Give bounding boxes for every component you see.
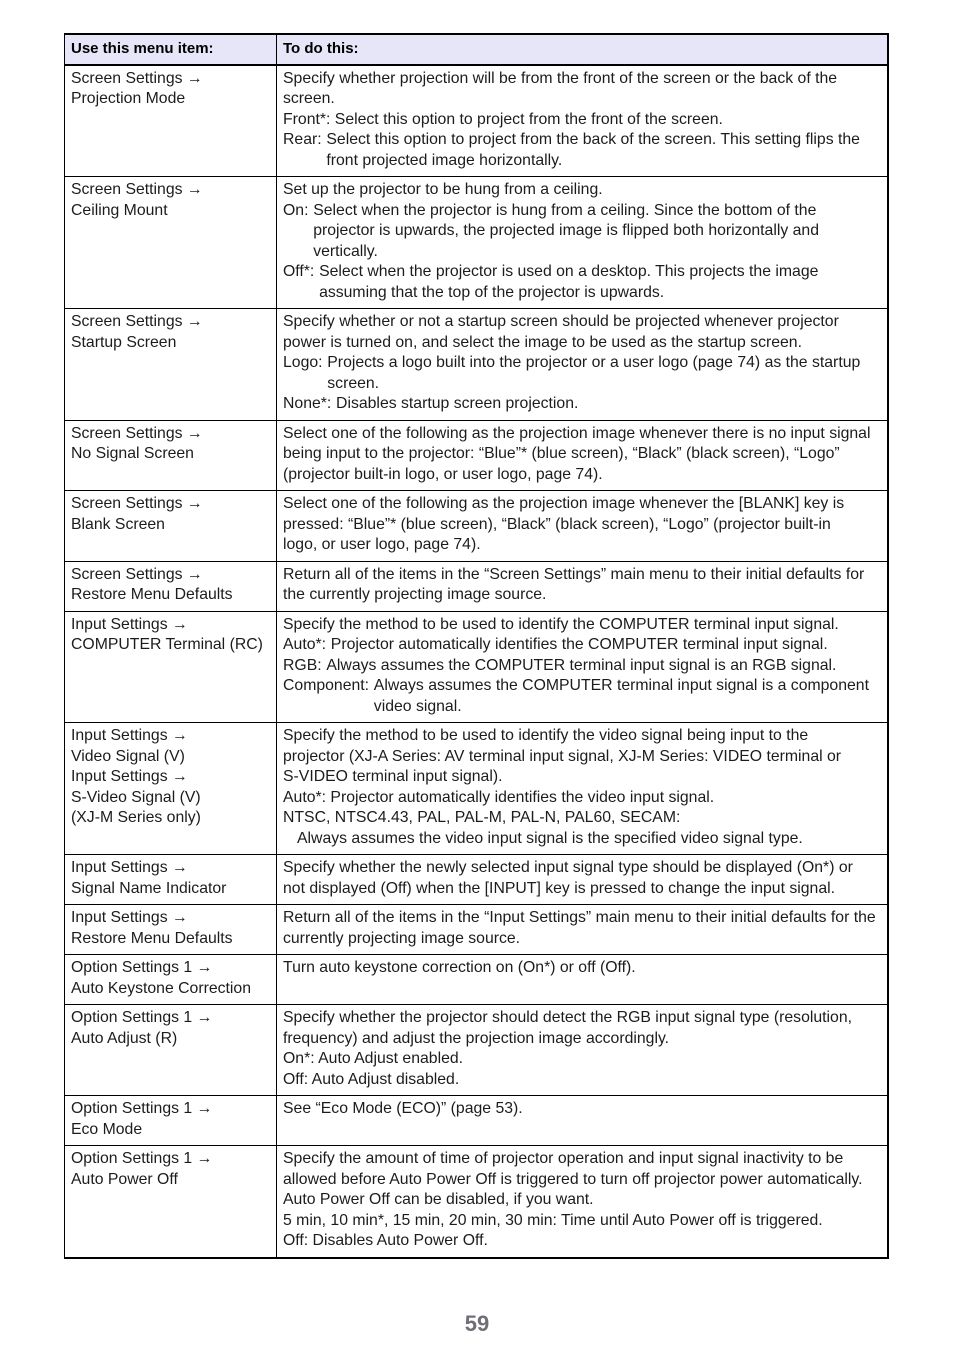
paragraph-text [283,726,881,788]
menu-item-line: Screen Settings → [71,495,203,512]
page-number: 59 [464,1311,490,1336]
menu-item-cell [65,65,277,177]
table-header-row [65,34,889,65]
description-paragraph [283,908,881,949]
option-label: RGB: [283,656,322,674]
description-line: pressed: “Blue”* (blue screen), “Black” (black screen), “Logo” (projector built-in [283,515,831,533]
menu-item-line: Screen Settings → [71,181,203,198]
menu-item-cell [65,1096,277,1146]
menu-item-line: Screen Settings → [71,69,203,87]
description-line: Always assumes the COMPUTER terminal input signal is an RGB signal. [326,656,837,674]
description-line: On*: Auto Adjust enabled. [283,1050,464,1067]
table-row [65,723,889,855]
paragraph-text [283,958,881,979]
description-cell [277,955,889,1005]
description-line: Projects a logo built into the projector or a user logo (page 74) as the startup [327,354,861,371]
paragraph-text [313,201,881,263]
menu-item-line: Input Settings → [71,768,188,785]
description-line: not displayed (Off) when the [INPUT] key is pressed to change the input signal. [283,879,836,897]
paragraph-text [283,1149,881,1211]
description-line: screen. [283,90,335,107]
description-cell [277,420,889,491]
description-cell [277,1096,889,1146]
option-label: Off*: [283,263,315,280]
option-entry [283,353,881,394]
paragraph-text [283,312,881,353]
paragraph-text [283,69,881,110]
description-line: front projected image horizontally. [326,151,563,169]
paragraph-text [283,908,881,949]
menu-item-cell [65,1005,277,1096]
description-line: vertically. [313,242,378,260]
description-paragraph [283,1211,881,1232]
paragraph-text [283,615,881,636]
option-label: Logo: [283,354,323,371]
menu-item-line: Input Settings → [71,727,188,744]
paragraph-text [283,180,881,201]
menu-item-line: Auto Keystone Correction [71,979,252,997]
option-label: On: [283,201,309,219]
description-line: Select when the projector is hung from a ceiling. Since the bottom of the [313,201,817,219]
paragraph-text [283,424,881,486]
description-line: Always assumes the COMPUTER terminal input signal is a component [373,677,869,694]
description-line: Auto Power Off can be disabled, if you want. [283,1191,594,1208]
paragraph-text [283,788,881,809]
menu-settings-table [64,33,889,1259]
menu-item-line: (XJ-M Series only) [71,809,201,826]
description-line: currently projecting image source. [283,929,521,947]
description-line: Set up the projector to be hung from a ceiling. [283,181,603,198]
description-paragraph [283,958,881,979]
paragraph-text [331,635,881,656]
table-row [65,1096,889,1146]
paragraph-text [326,130,881,171]
table-row [65,420,889,491]
description-paragraph [283,180,881,201]
table-row [65,611,889,723]
menu-item-line: Option Settings 1 → [71,1009,213,1026]
menu-item-line: Auto Adjust (R) [71,1029,178,1047]
header-action: To do this: [277,34,889,65]
menu-item-line: Startup Screen [71,333,177,351]
menu-item-line: No Signal Screen [71,445,194,462]
description-line: Off: Auto Adjust disabled. [283,1070,460,1088]
menu-item-line: Projection Mode [71,90,186,107]
menu-item-cell [65,611,277,723]
description-line: Specify whether the projector should detect the RGB input signal type (resolution, [283,1009,853,1026]
menu-item-cell [65,1146,277,1258]
table-row [65,491,889,562]
description-paragraph [283,726,881,788]
description-line: Select this option to project from the back of the screen. This setting flips the [326,131,860,148]
menu-item-line: S-Video Signal (V) [71,788,201,806]
menu-item-cell [65,561,277,611]
description-line: Select when the projector is used on a desktop. This projects the image [319,263,819,280]
menu-item-cell [65,905,277,955]
description-paragraph [283,494,881,556]
description-paragraph [283,424,881,486]
menu-item-cell [65,491,277,562]
description-line: Specify whether projection will be from the front of the screen or the back of the [283,69,838,87]
menu-item-line: Input Settings → [71,909,188,926]
paragraph-text [327,353,881,394]
description-line: Front*: Select this option to project from the front of the screen. [283,110,723,128]
description-paragraph [283,1099,881,1120]
table-row [65,905,889,955]
description-line: frequency) and adjust the projection image accordingly. [283,1029,670,1047]
description-line: assuming that the top of the projector is upwards. [319,283,665,301]
description-cell [277,561,889,611]
paragraph-text [326,656,881,677]
option-entry [283,130,881,171]
description-paragraph [283,1008,881,1049]
menu-item-line: Option Settings 1 → [71,959,213,976]
menu-item-line: Screen Settings → [71,565,203,583]
option-label: None*: [283,395,332,412]
menu-item-line: Eco Mode [71,1120,143,1138]
description-line: Return all of the items in the “Input Settings” main menu to their initial defaults for the [283,909,876,926]
description-line: Specify the amount of time of projector operation and input signal inactivity to be [283,1150,844,1167]
description-paragraph [283,1049,881,1070]
menu-item-line: Screen Settings → [71,313,203,330]
option-entry [283,201,881,263]
description-line: Specify the method to be used to identify the video signal being input to the [283,727,809,744]
description-line: Auto*: Projector automatically identifies the video input signal. [283,788,715,806]
description-line: power is turned on, and select the image to be used as the startup screen. [283,333,802,351]
description-paragraph [283,1070,881,1091]
menu-item-line: Restore Menu Defaults [71,586,233,603]
description-cell [277,723,889,855]
paragraph-text [283,1099,881,1120]
description-line: logo, or user logo, page 74). [283,536,481,553]
description-paragraph [283,110,881,131]
description-cell [277,905,889,955]
paragraph-text [336,394,881,415]
table-row [65,1005,889,1096]
table-row [65,65,889,177]
option-label: Component: [283,677,370,694]
description-paragraph [283,858,881,899]
menu-item-line: Screen Settings → [71,424,203,442]
description-cell [277,309,889,421]
description-cell [277,65,889,177]
paragraph-text [374,676,881,717]
description-paragraph [283,808,881,829]
table-row [65,309,889,421]
description-cell [277,1146,889,1258]
description-line: Select one of the following as the projection image whenever there is no input signal [283,424,871,442]
description-line: Select one of the following as the projection image whenever the [BLANK] key is [283,495,845,512]
description-paragraph [283,788,881,809]
table-row [65,855,889,905]
table-row [65,1146,889,1258]
menu-item-line: Option Settings 1 → [71,1150,213,1167]
menu-item-line: Video Signal (V) [71,747,185,765]
menu-item-line: Input Settings → [71,859,188,876]
description-line: screen. [327,374,380,392]
table-row [65,177,889,309]
paragraph-text [283,110,881,131]
paragraph-text [283,858,881,899]
option-label: Rear: [283,131,322,148]
paragraph-text [283,1231,881,1252]
description-paragraph [283,1231,881,1252]
option-entry [283,635,881,656]
description-line: projector (XJ-A Series: AV terminal input signal, XJ-M Series: VIDEO terminal or [283,747,842,765]
description-line: the currently projecting image source. [283,586,547,603]
description-line: Off: Disables Auto Power Off. [283,1232,488,1249]
description-line: 5 min, 10 min*, 15 min, 20 min, 30 min: Time until Auto Power off is triggered. [283,1211,823,1229]
description-cell [277,177,889,309]
description-line: projector is upwards, the projected image is flipped both horizontally and [313,222,819,239]
description-line: Specify the method to be used to identify the COMPUTER terminal input signal. [283,615,839,633]
option-label: Auto*: [283,636,327,653]
description-cell [277,611,889,723]
menu-item-line: Signal Name Indicator [71,879,227,897]
paragraph-text [283,494,881,556]
description-line: Specify whether the newly selected input signal type should be displayed (On*) or [283,859,853,876]
paragraph-text [283,1211,881,1232]
menu-item-line: Restore Menu Defaults [71,929,233,947]
paragraph-text [283,1049,881,1070]
description-line: (projector built-in logo, or user logo, page 74). [283,465,603,483]
menu-item-line: Blank Screen [71,515,165,533]
header-menu-item: Use this menu item: [65,34,277,65]
description-line: allowed before Auto Power Off is triggered to turn off projector power automatically. [283,1170,863,1188]
description-paragraph [283,829,881,850]
paragraph-text [283,808,881,829]
menu-item-cell [65,723,277,855]
option-entry [283,262,881,303]
description-line: being input to the projector: “Blue”* (blue screen), “Black” (black screen), “Logo” [283,445,840,462]
description-cell [277,491,889,562]
paragraph-text [283,1008,881,1049]
paragraph-text [297,829,881,850]
menu-item-line: Auto Power Off [71,1170,178,1188]
description-line: Always assumes the video input signal is the specified video signal type. [297,829,803,847]
menu-item-line: COMPUTER Terminal (RC) [71,636,263,653]
menu-item-cell [65,955,277,1005]
menu-item-cell [65,309,277,421]
description-line: Turn auto keystone correction on (On*) or off (Off). [283,959,636,976]
menu-item-line: Ceiling Mount [71,201,168,219]
table-row [65,955,889,1005]
option-entry [283,656,881,677]
paragraph-text [283,565,881,606]
description-line: Projector automatically identifies the COMPUTER terminal input signal. [330,636,828,653]
option-entry [283,676,881,717]
table-body [65,65,889,1258]
description-cell [277,855,889,905]
description-line: S-VIDEO terminal input signal). [283,768,503,785]
menu-item-line: Input Settings → [71,615,188,633]
menu-item-cell [65,177,277,309]
paragraph-text [319,262,881,303]
table-row [65,561,889,611]
paragraph-text [283,1070,881,1091]
description-cell [277,1005,889,1096]
description-paragraph [283,615,881,636]
description-paragraph [283,312,881,353]
option-entry [283,394,881,415]
menu-item-cell [65,855,277,905]
menu-item-line: Option Settings 1 → [71,1100,213,1117]
description-paragraph [283,69,881,110]
description-paragraph [283,1149,881,1211]
menu-item-cell [65,420,277,491]
description-line: Specify whether or not a startup screen should be projected whenever projector [283,313,839,330]
description-paragraph [283,565,881,606]
description-line: Disables startup screen projection. [336,395,579,412]
description-line: See “Eco Mode (ECO)” (page 53). [283,1100,523,1117]
description-line: Return all of the items in the “Screen Settings” main menu to their initial defaults for [283,565,865,583]
description-line: NTSC, NTSC4.43, PAL, PAL-M, PAL-N, PAL60, SECAM: [283,809,681,826]
description-line: video signal. [373,697,462,715]
